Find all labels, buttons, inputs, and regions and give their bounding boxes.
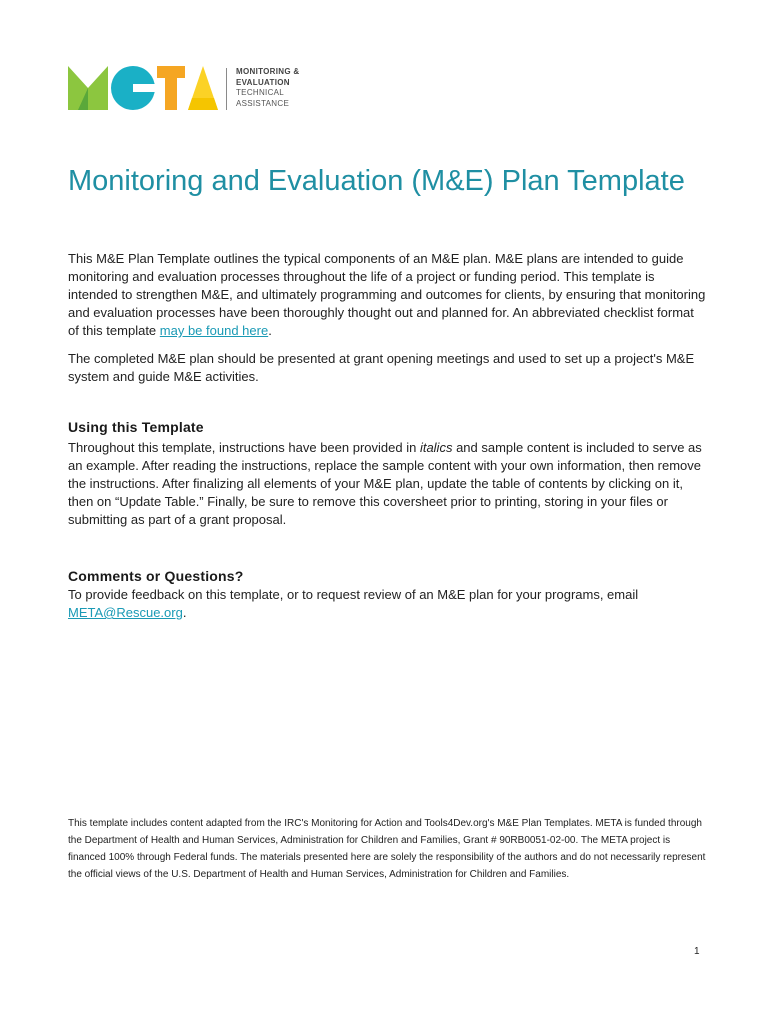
email-link[interactable]: META@Rescue.org	[68, 605, 183, 620]
logo-a-lower	[188, 98, 218, 110]
page-number: 1	[694, 946, 700, 957]
page-title: Monitoring and Evaluation (M&E) Plan Template	[68, 165, 685, 197]
logo-m-right	[88, 66, 108, 110]
using-paragraph	[68, 439, 708, 529]
logo-t-bar	[157, 66, 185, 78]
using-text-pre: Throughout this template, instructions have been provided in	[68, 440, 420, 455]
logo-tagline	[236, 67, 299, 109]
meta-logo	[68, 66, 308, 112]
logo-t-stem	[165, 78, 177, 110]
logo-line-3: TECHNICAL	[236, 88, 285, 97]
using-text-italic: italics	[419, 440, 453, 455]
intro-text: This M&E Plan Template outlines the typical components of an M&E plan. M&E plans are intended to guide monitoring and evaluation processes throughout the life of a project or funding period. This template is intended to strengthen M&E, and ultimately programming and outcomes for clients, by ensuring that monitoring and evaluation processes have been thoroughly thought out and planned for. An abbreviated checklist format of this template	[68, 251, 706, 338]
logo-line-1: MONITORING &	[236, 67, 300, 76]
logo-line-2: EVALUATION	[236, 77, 290, 87]
footer-disclaimer: This template includes content adapted from the IRC's Monitoring for Action and Tools4Dev.org's M&E Plan Templates. META is funded through the Department of Health and Human Services, Administration for Children and Families, Grant # 90RB0051-02-00. The META project is financed 100% through Federal funds. The materials presented here are solely the responsibility of the authors and do not necessarily represent the official views of the U.S. Department of Health and Human Services, Administration for Children and Families.	[68, 818, 706, 880]
meta-logo-mark	[68, 66, 218, 110]
comments-text: To provide feedback on this template, or to request review of an M&E plan for your programs, email	[68, 587, 639, 602]
comments-heading: Comments or Questions?	[68, 568, 244, 584]
using-heading: Using this Template	[68, 419, 204, 435]
intro-paragraph	[68, 250, 708, 340]
logo-line-4: ASSISTANCE	[236, 98, 290, 108]
comments-end: .	[182, 605, 187, 620]
comments-paragraph	[68, 586, 708, 622]
intro-end: .	[268, 323, 272, 338]
using-section	[68, 418, 708, 529]
comments-section	[68, 567, 708, 622]
using-text-post: and sample content is included to serve as an example. After reading the instructions, replace the sample content with your own information, then remove the instructions. After finalizing all elements of your M&E plan, update the table of contents by clicking on it, then on “Update Table.” Finally, be sure to remove this coversheet prior to printing, storing in your files or submitting as part of a grant proposal.	[68, 440, 702, 527]
logo-e-cut	[133, 84, 155, 92]
logo-divider	[226, 68, 227, 110]
intro-paragraph-2: The completed M&E plan should be presented at grant opening meetings and used to set up a project's M&E system and guide M&E activities.	[68, 351, 695, 384]
checklist-link[interactable]: may be found here	[159, 323, 269, 338]
